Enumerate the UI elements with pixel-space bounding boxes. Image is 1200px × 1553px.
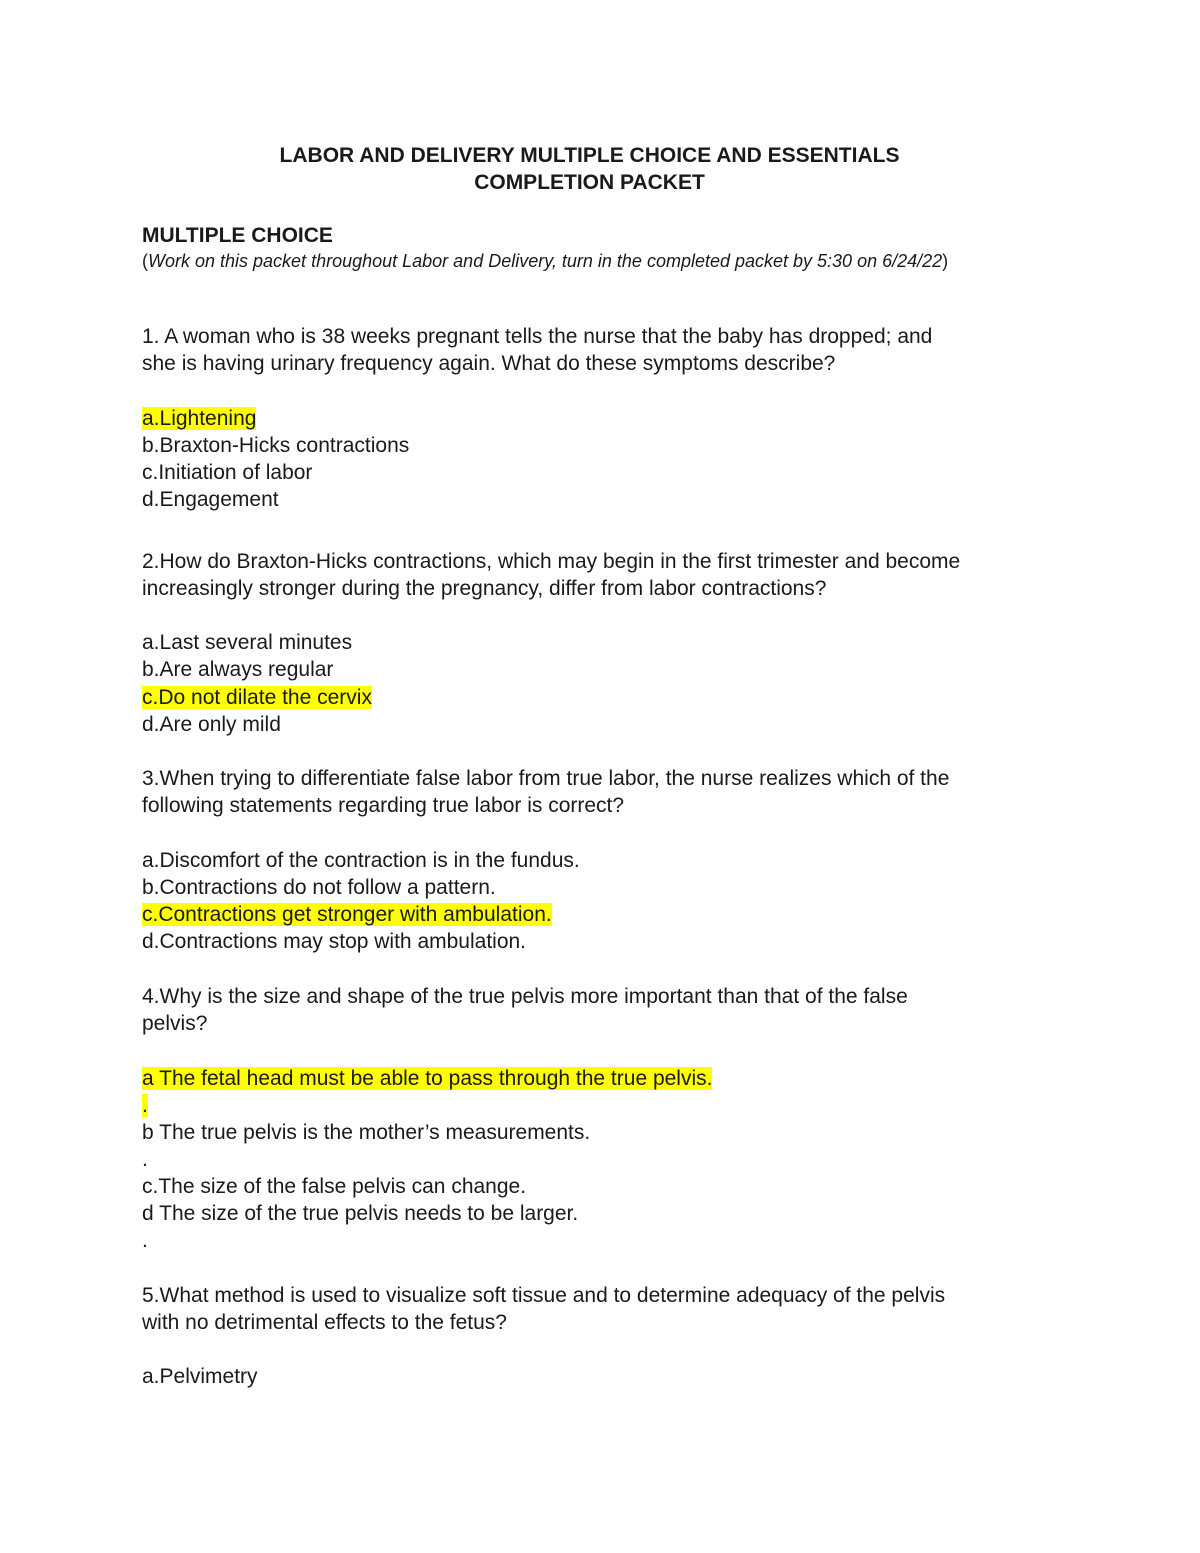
instructions-open-paren: ( [142, 251, 148, 271]
question-1-option-a [142, 405, 256, 432]
question-4-option-b: b The true pelvis is the mother’s measurements. [142, 1121, 591, 1144]
question-4-continuation-dot: . [142, 1148, 148, 1171]
answer-highlight: c.Do not dilate the cervix [142, 686, 372, 709]
question-2-option-b: b.Are always regular [142, 658, 334, 681]
answer-highlight: a The fetal head must be able to pass through the true pelvis. [142, 1067, 713, 1090]
question-2-option-c [142, 684, 372, 711]
question-5-stem-line-1: 5.What method is used to visualize soft tissue and to determine adequacy of the pelvis [142, 1284, 946, 1307]
instructions-text: Work on this packet throughout Labor and Delivery, turn in the completed packet by 5:30 on 6/24/22 [148, 251, 943, 271]
question-4-option-c: c.The size of the false pelvis can change. [142, 1175, 527, 1198]
question-5-stem [142, 1282, 1072, 1336]
question-2-stem [142, 548, 1072, 602]
question-5-option-a: a.Pelvimetry [142, 1365, 258, 1388]
answer-highlight: c.Contractions get stronger with ambulation. [142, 903, 552, 926]
instructions-close-paren: ) [942, 251, 949, 271]
question-4-stem-line-1: 4.Why is the size and shape of the true pelvis more important than that of the false [142, 985, 908, 1008]
question-1-option-b: b.Braxton-Hicks contractions [142, 434, 410, 457]
question-2-option-a: a.Last several minutes [142, 631, 353, 654]
section-heading: MULTIPLE CHOICE [142, 224, 333, 247]
question-4-continuation-dot [142, 1092, 148, 1119]
question-4-continuation-dot: . [142, 1229, 148, 1252]
question-1-stem [142, 323, 1072, 377]
question-3-option-c [142, 901, 552, 928]
question-4-option-d: d The size of the true pelvis needs to be larger. [142, 1202, 579, 1225]
title-line-1: LABOR AND DELIVERY MULTIPLE CHOICE AND ESSENTIALS [279, 144, 900, 167]
question-3-stem [142, 765, 1072, 819]
question-4-stem [142, 983, 1072, 1037]
question-2-option-d: d.Are only mild [142, 713, 281, 736]
question-2-stem-line-1: 2.How do Braxton-Hicks contractions, which may begin in the first trimester and become [142, 550, 961, 573]
question-3-option-a: a.Discomfort of the contraction is in the fundus. [142, 849, 580, 872]
question-1-stem-line-2: she is having urinary frequency again. What do these symptoms describe? [142, 352, 836, 375]
instructions [142, 249, 948, 273]
question-4-stem-line-2: pelvis? [142, 1012, 208, 1035]
question-3-stem-line-1: 3.When trying to differentiate false labor from true labor, the nurse realizes which of the [142, 767, 950, 790]
question-3-option-d: d.Contractions may stop with ambulation. [142, 930, 527, 953]
document-title [142, 142, 1037, 196]
question-1-stem-line-1: 1. A woman who is 38 weeks pregnant tells the nurse that the baby has dropped; and [142, 325, 933, 348]
question-3-option-b: b.Contractions do not follow a pattern. [142, 876, 496, 899]
question-1-option-c: c.Initiation of labor [142, 461, 313, 484]
answer-highlight: a.Lightening [142, 407, 257, 430]
title-line-2: COMPLETION PACKET [474, 171, 705, 194]
question-1-option-d: d.Engagement [142, 488, 279, 511]
answer-highlight: . [142, 1094, 148, 1117]
question-4-option-a [142, 1065, 712, 1092]
question-2-stem-line-2: increasingly stronger during the pregnancy, differ from labor contractions? [142, 577, 827, 600]
question-5-stem-line-2: with no detrimental effects to the fetus? [142, 1311, 507, 1334]
question-3-stem-line-2: following statements regarding true labor is correct? [142, 794, 625, 817]
